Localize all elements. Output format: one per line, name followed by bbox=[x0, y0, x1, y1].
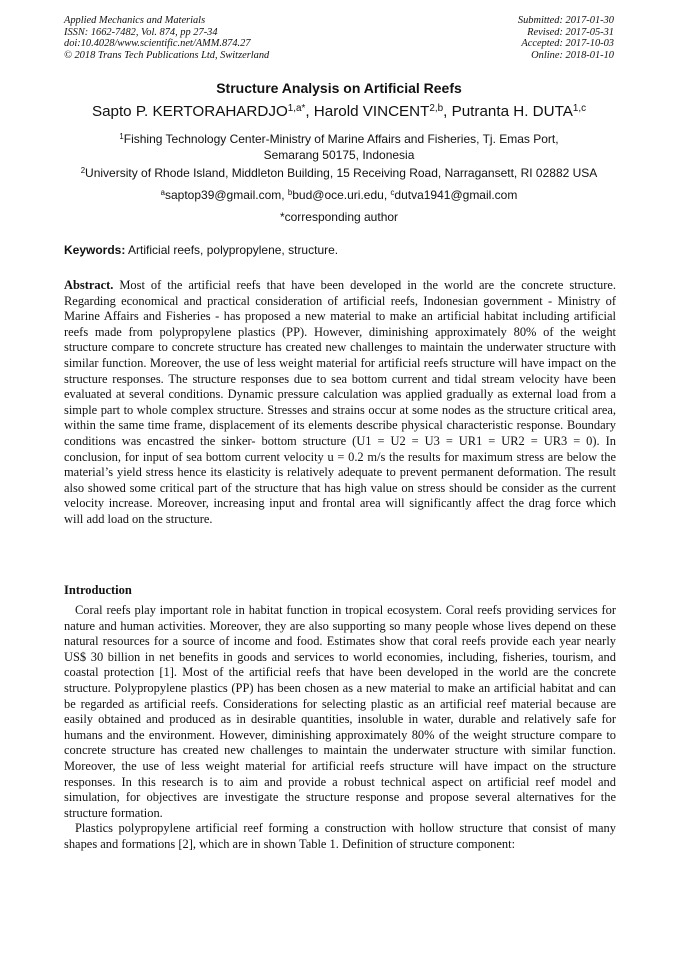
email-text: bud@oce.uri.edu, bbox=[292, 188, 391, 202]
abstract-label: Abstract. bbox=[64, 278, 114, 292]
date-submitted: Submitted: 2017-01-30 bbox=[517, 15, 614, 26]
journal-name: Applied Mechanics and Materials bbox=[64, 15, 206, 26]
email-sup: b bbox=[287, 188, 293, 198]
author-sep: , bbox=[443, 103, 452, 120]
introduction-body bbox=[64, 603, 616, 853]
keywords bbox=[64, 243, 616, 257]
paper-title: Structure Analysis on Artificial Reefs bbox=[216, 80, 462, 96]
abstract-text: Most of the artificial reefs that have been developed in the world are the concrete structure. Regarding economical and practical consideration of artificial reefs, Indonesian government - Ministry of Marine Affairs and Fisheries - has proposed a new material to make an artificial habitat including artificial reefs made from polypropylene plastics (PP). However, diminishing approximately 80% of the weight structure compare to concrete structure has created new challenges to maintain the underwater structure with similar function. Moreover, the use of less weight material for artificial reefs structure will have impact on the structure responses. The structure responses due to sea bottom current and tidal stream velocity have been evaluated at several conditions. Dynamic pressure calculation was applied gradually as external load from a simple part to whole complex structure. Stresses and strains occur at some nodes as the structure critical area, within the same time frame, displacement of its elements describe physical characteristic response. Boundary conditions was encastred the sinker- bottom structure (U1 = U2 = U3 = UR1 = UR2 = UR3 = 0). In conclusion, for input of sea bottom current velocity u = 0.2 m/s the results for maximum stress are below the material’s yield stress hence its elasticity is relatively adequate to prevent permanent deformation. The result also showed some critical part of the structure that has high value on stress should be consider as the current velocity increase. Moreover, increasing input and frontal area will significantly affect the drag force which will add load on the structure. bbox=[64, 278, 616, 526]
journal-copyright: © 2018 Trans Tech Publications Ltd, Switzerland bbox=[64, 49, 270, 61]
affiliation-line: Semarang 50175, Indonesia bbox=[263, 148, 415, 162]
journal-issn: ISSN: 1662-7482, Vol. 874, pp 27-34 bbox=[64, 26, 218, 38]
date-revised: Revised: 2017-05-31 bbox=[527, 26, 614, 38]
author-list bbox=[0, 103, 678, 120]
section-heading-introduction: Introduction bbox=[64, 583, 132, 597]
author-sup: 1,a* bbox=[287, 103, 306, 115]
affiliation-1 bbox=[0, 131, 678, 163]
keywords-label: Keywords: bbox=[64, 243, 126, 257]
author-sup: 2,b bbox=[429, 103, 444, 115]
author-name: Putranta H. DUTA bbox=[451, 103, 573, 120]
email-text: dutva1941@gmail.com bbox=[394, 188, 518, 202]
abstract bbox=[64, 278, 616, 528]
email-sup: a bbox=[160, 188, 165, 198]
affiliation-line: University of Rhode Island, Middleton Building, 15 Receiving Road, Narragansett, RI 02882 USA bbox=[85, 166, 598, 180]
date-online: Online: 2018-01-10 bbox=[531, 49, 614, 61]
journal-doi: doi:10.4028/www.scientific.net/AMM.874.27 bbox=[64, 38, 251, 50]
affiliation-line: Fishing Technology Center-Ministry of Marine Affairs and Fisheries, Tj. Emas Port, bbox=[123, 132, 559, 146]
author-sep: , bbox=[305, 103, 314, 120]
journal-info bbox=[64, 15, 269, 61]
author-emails bbox=[0, 187, 678, 203]
affiliation-sup: 1 bbox=[119, 132, 124, 142]
email-text: saptop39@gmail.com, bbox=[165, 188, 288, 202]
author-sup: 1,c bbox=[572, 103, 587, 115]
author-name: Sapto P. KERTORAHARDJO bbox=[91, 103, 288, 120]
affiliation-2 bbox=[0, 165, 678, 181]
author-name: Harold VINCENT bbox=[313, 103, 430, 120]
date-accepted: Accepted: 2017-10-03 bbox=[521, 38, 614, 50]
corresponding-note: *corresponding author bbox=[279, 210, 399, 224]
keywords-text: Artificial reefs, polypropylene, structure. bbox=[125, 243, 339, 257]
affiliation-sup: 2 bbox=[80, 166, 86, 176]
publication-dates bbox=[518, 15, 614, 61]
paragraph: Plastics polypropylene artificial reef forming a construction with hollow structure that consist of many shapes and formations [2], which are in shown Table 1. Definition of structure component: bbox=[64, 821, 616, 851]
email-sup: c bbox=[390, 188, 395, 198]
paragraph: Coral reefs play important role in habitat function in tropical ecosystem. Coral reefs providing services for nature and human activities. Moreover, they are also supporting so many people whose lives depend on these natural resources for a source of income and food. Estimates show that coral reefs provide each year nearly US$ 30 billion in net benefits in goods and services to world economies, including, fisheries, tourism, and coastal protection [1]. Most of the artificial reefs that have been developed in the world are the concrete structure. Polypropylene plastics (PP) has been chosen as a new material to make an artificial habitat and can be regarded as artificial reefs. Considerations for selecting plastic as an artificial reef material because are easily obtained and produced as in desirable quantities, insoluble in water, durable and relatively safe for humans and the environment. However, diminishing approximately 80% of the weight structure compare to concrete structure has created new challenges to maintain the underwater structure with similar function. Moreover, the use of less weight material for artificial reefs structure will have impact on the structure responses. In this research is to aim and provide a robust technical aspect on artificial reef model and simulation, for objectives are investigate the structure response and propose several alternatives for the structure formation. bbox=[64, 603, 616, 820]
